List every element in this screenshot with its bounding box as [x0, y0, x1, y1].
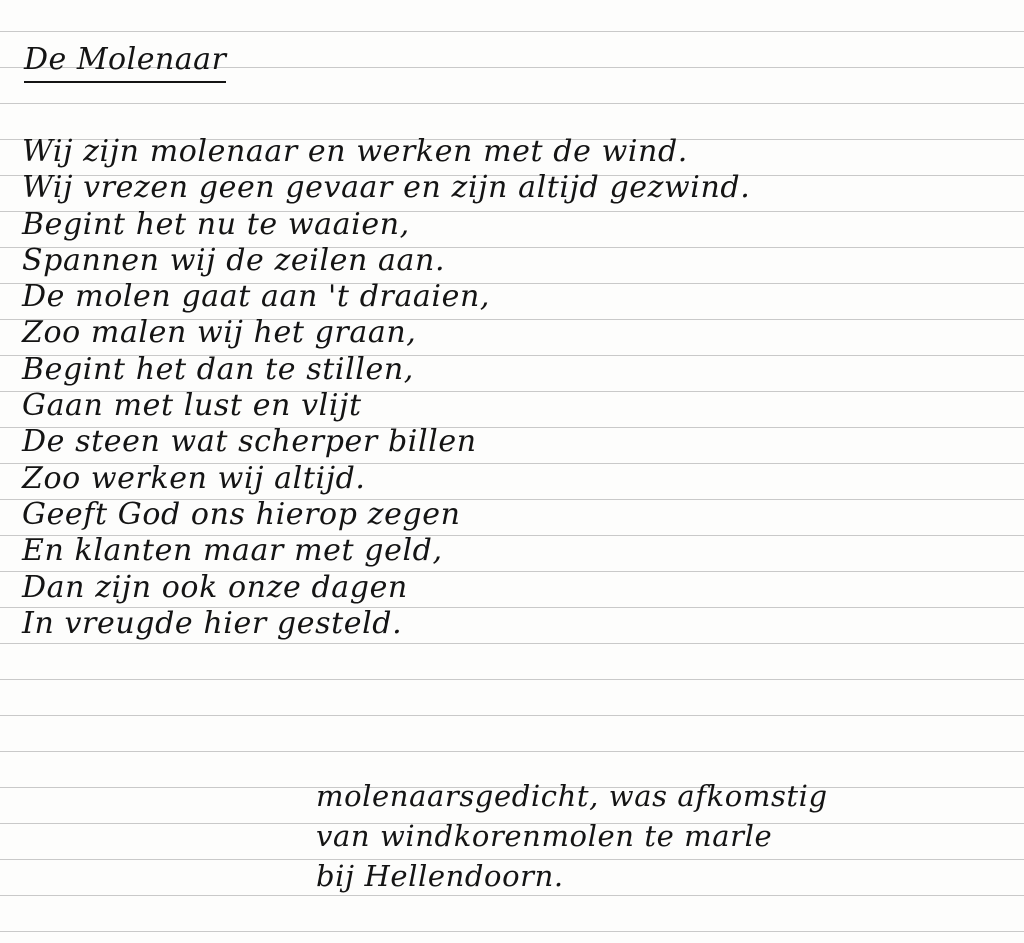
poem-line: In vreugde hier gesteld.	[22, 605, 403, 641]
poem-line: Spannen wij de zeilen aan.	[22, 242, 446, 278]
poem-line: Zoo malen wij het graan,	[22, 315, 417, 351]
poem-body	[22, 134, 750, 642]
poem-line: De steen wat scherper billen	[22, 424, 477, 460]
source-note-line: van windkorenmolen te marle	[316, 819, 773, 853]
poem-line: En klanten maar met geld,	[22, 533, 443, 569]
poem-line: De molen gaat aan 't draaien,	[22, 279, 491, 315]
poem-line: Wij zijn molenaar en werken met de wind.	[22, 134, 688, 169]
poem-line: Wij vrezen geen gevaar en zijn altijd gezwind.	[22, 170, 751, 206]
source-note-line: molenaarsgedicht, was afkomstig	[316, 779, 828, 813]
poem-line: Begint het nu te waaien,	[22, 206, 410, 242]
poem-title: De Molenaar	[24, 42, 226, 83]
poem-line: Begint het dan te stillen,	[22, 351, 414, 387]
poem-line: Gaan met lust en vlijt	[22, 388, 362, 424]
poem-line: Geeft God ons hierop zegen	[22, 496, 461, 532]
poem-line: Zoo werken wij altijd.	[22, 460, 366, 496]
poem-line: Dan zijn ook onze dagen	[22, 569, 408, 605]
source-note-line: bij Hellendoorn.	[316, 859, 564, 893]
source-note	[316, 776, 828, 896]
